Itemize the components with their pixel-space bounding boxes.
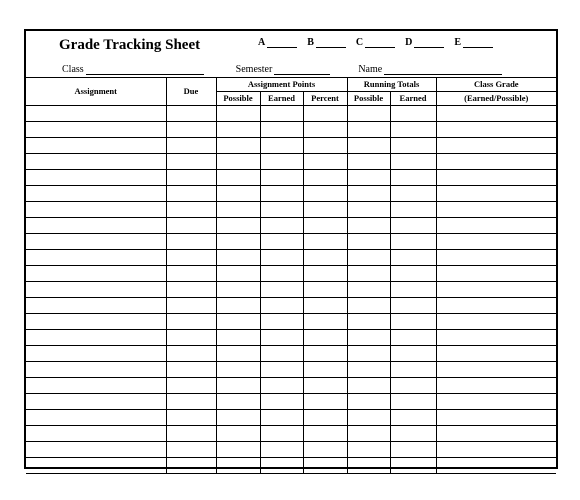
table-row [26,298,556,314]
possible-cell[interactable] [216,170,260,186]
table-row [26,458,556,474]
class-grade-cell[interactable] [436,362,556,378]
table-row [26,362,556,378]
percent-cell[interactable] [303,282,347,298]
rt-possible-cell[interactable] [347,170,390,186]
assignment-cell[interactable] [26,410,166,426]
percent-cell[interactable] [303,458,347,474]
class-grade-cell[interactable] [436,122,556,138]
percent-cell[interactable] [303,362,347,378]
due-cell[interactable] [166,122,216,138]
table-row [26,426,556,442]
class-grade-cell[interactable] [436,202,556,218]
due-cell[interactable] [166,410,216,426]
due-cell[interactable] [166,154,216,170]
possible-cell[interactable] [216,458,260,474]
semester-input[interactable] [274,63,330,75]
table-row [26,266,556,282]
rt-possible-cell[interactable] [347,186,390,202]
rt-earned-cell[interactable] [390,330,436,346]
earned-cell[interactable] [260,154,303,170]
grade-letter: B [307,37,314,48]
rt-possible-cell[interactable] [347,154,390,170]
rt-earned-cell[interactable] [390,122,436,138]
assignment-cell[interactable] [26,186,166,202]
possible-cell[interactable] [216,362,260,378]
class-field [62,63,204,75]
earned-header: Earned [260,92,303,106]
assignment-cell[interactable] [26,250,166,266]
class-grade-cell[interactable] [436,154,556,170]
possible-cell[interactable] [216,186,260,202]
rt-possible-cell[interactable] [347,410,390,426]
earned-cell[interactable] [260,330,303,346]
assignment-cell[interactable] [26,314,166,330]
due-cell[interactable] [166,394,216,410]
table-row [26,186,556,202]
rt-earned-cell[interactable] [390,378,436,394]
table-row [26,378,556,394]
assignment-cell[interactable] [26,394,166,410]
table-row [26,442,556,458]
rt-possible-cell[interactable] [347,362,390,378]
class-grade-cell[interactable] [436,282,556,298]
possible-cell[interactable] [216,426,260,442]
rt-possible-cell[interactable] [347,378,390,394]
class-grade-cell[interactable] [436,426,556,442]
rt-possible-cell[interactable] [347,314,390,330]
percent-cell[interactable] [303,394,347,410]
possible-cell[interactable] [216,330,260,346]
class-grade-cell[interactable] [436,410,556,426]
grade-table-body [26,106,556,474]
class-grade-cell[interactable] [436,298,556,314]
rt-earned-cell[interactable] [390,138,436,154]
rt-possible-cell[interactable] [347,394,390,410]
rt-possible-cell[interactable] [347,442,390,458]
rt-earned-cell[interactable] [390,394,436,410]
name-input[interactable] [384,63,502,75]
grade-blank[interactable] [365,36,395,48]
running-totals-header: Running Totals [347,78,436,92]
earned-cell[interactable] [260,362,303,378]
rt-possible-cell[interactable] [347,266,390,282]
grade-letter: A [258,37,266,48]
rt-earned-cell[interactable] [390,154,436,170]
earned-cell[interactable] [260,442,303,458]
rt-earned-cell[interactable] [390,442,436,458]
assignment-cell[interactable] [26,202,166,218]
percent-cell[interactable] [303,234,347,250]
percent-cell[interactable] [303,346,347,362]
header-fields [62,63,502,75]
rt-possible-header: Possible [347,92,390,106]
rt-possible-cell[interactable] [347,106,390,122]
due-cell[interactable] [166,250,216,266]
earned-cell[interactable] [260,394,303,410]
assignment-cell[interactable] [26,218,166,234]
rt-earned-cell[interactable] [390,362,436,378]
table-row [26,394,556,410]
grade-scale [258,36,503,48]
percent-header: Percent [303,92,347,106]
assignment-points-header: Assignment Points [216,78,347,92]
percent-cell[interactable] [303,330,347,346]
percent-cell[interactable] [303,106,347,122]
class-grade-cell[interactable] [436,330,556,346]
assignment-cell[interactable] [26,362,166,378]
assignment-cell[interactable] [26,346,166,362]
due-header: Due [166,78,216,106]
percent-cell[interactable] [303,250,347,266]
percent-cell[interactable] [303,170,347,186]
percent-cell[interactable] [303,202,347,218]
earned-cell[interactable] [260,266,303,282]
rt-earned-cell[interactable] [390,218,436,234]
class-grade-cell[interactable] [436,218,556,234]
assignment-cell[interactable] [26,282,166,298]
table-row [26,170,556,186]
rt-earned-cell[interactable] [390,250,436,266]
assignment-cell[interactable] [26,458,166,474]
table-row [26,346,556,362]
possible-cell[interactable] [216,250,260,266]
possible-cell[interactable] [216,314,260,330]
due-cell[interactable] [166,218,216,234]
grade-letter: D [405,37,413,48]
semester-field [236,63,331,75]
earned-cell[interactable] [260,234,303,250]
assignment-cell[interactable] [26,122,166,138]
assignment-cell[interactable] [26,426,166,442]
class-grade-cell[interactable] [436,266,556,282]
due-cell[interactable] [166,138,216,154]
rt-possible-cell[interactable] [347,250,390,266]
class-grade-cell[interactable] [436,106,556,122]
rt-earned-cell[interactable] [390,202,436,218]
assignment-cell[interactable] [26,170,166,186]
table-row [26,314,556,330]
class-grade-cell[interactable] [436,170,556,186]
class-input[interactable] [86,63,204,75]
possible-cell[interactable] [216,442,260,458]
due-cell[interactable] [166,458,216,474]
class-grade-cell[interactable] [436,378,556,394]
percent-cell[interactable] [303,410,347,426]
assignment-cell[interactable] [26,234,166,250]
percent-cell[interactable] [303,298,347,314]
percent-cell[interactable] [303,426,347,442]
rt-earned-header: Earned [390,92,436,106]
class-grade-cell[interactable] [436,314,556,330]
grade-blank[interactable] [414,36,444,48]
percent-cell[interactable] [303,378,347,394]
possible-cell[interactable] [216,106,260,122]
name-field [358,63,502,75]
earned-cell[interactable] [260,378,303,394]
grade-scale-d [405,36,444,48]
assignment-cell[interactable] [26,106,166,122]
rt-possible-cell[interactable] [347,234,390,250]
table-row [26,330,556,346]
percent-cell[interactable] [303,266,347,282]
table-row [26,282,556,298]
percent-cell[interactable] [303,122,347,138]
percent-cell[interactable] [303,154,347,170]
assignment-cell[interactable] [26,298,166,314]
possible-cell[interactable] [216,202,260,218]
table-row [26,138,556,154]
possible-cell[interactable] [216,394,260,410]
rt-possible-cell[interactable] [347,298,390,314]
class-grade-cell[interactable] [436,138,556,154]
rt-earned-cell[interactable] [390,282,436,298]
earned-cell[interactable] [260,106,303,122]
table-row [26,218,556,234]
percent-cell[interactable] [303,218,347,234]
class-grade-cell[interactable] [436,346,556,362]
possible-cell[interactable] [216,138,260,154]
class-grade-cell[interactable] [436,458,556,474]
rt-earned-cell[interactable] [390,346,436,362]
grade-blank[interactable] [267,36,297,48]
rt-possible-cell[interactable] [347,458,390,474]
due-cell[interactable] [166,106,216,122]
possible-cell[interactable] [216,218,260,234]
rt-earned-cell[interactable] [390,170,436,186]
percent-cell[interactable] [303,138,347,154]
rt-possible-cell[interactable] [347,218,390,234]
rt-possible-cell[interactable] [347,426,390,442]
class-label: Class [62,64,84,75]
rt-earned-cell[interactable] [390,314,436,330]
due-cell[interactable] [166,234,216,250]
name-label: Name [358,64,383,75]
possible-cell[interactable] [216,234,260,250]
due-cell[interactable] [166,314,216,330]
rt-earned-cell[interactable] [390,458,436,474]
due-cell[interactable] [166,170,216,186]
table-row [26,234,556,250]
earned-cell[interactable] [260,298,303,314]
earned-cell[interactable] [260,426,303,442]
earned-cell[interactable] [260,282,303,298]
earned-cell[interactable] [260,346,303,362]
due-cell[interactable] [166,362,216,378]
class-grade-cell[interactable] [436,234,556,250]
rt-possible-cell[interactable] [347,202,390,218]
due-cell[interactable] [166,298,216,314]
assignment-cell[interactable] [26,266,166,282]
possible-cell[interactable] [216,298,260,314]
earned-cell[interactable] [260,186,303,202]
grade-letter: E [454,37,462,48]
class-grade-cell[interactable] [436,442,556,458]
grade-scale-a [258,36,297,48]
percent-cell[interactable] [303,186,347,202]
earned-cell[interactable] [260,314,303,330]
class-grade-cell[interactable] [436,394,556,410]
possible-cell[interactable] [216,122,260,138]
class-grade-cell[interactable] [436,250,556,266]
rt-possible-cell[interactable] [347,282,390,298]
class-grade-header: Class Grade [436,78,556,92]
due-cell[interactable] [166,378,216,394]
grade-blank[interactable] [316,36,346,48]
due-cell[interactable] [166,202,216,218]
sheet-title: Grade Tracking Sheet [59,37,201,53]
assignment-cell[interactable] [26,138,166,154]
possible-cell[interactable] [216,410,260,426]
grade-letter: C [355,37,364,48]
grade-tracking-sheet [24,29,558,469]
due-cell[interactable] [166,282,216,298]
earned-cell[interactable] [260,250,303,266]
percent-cell[interactable] [303,314,347,330]
assignment-cell[interactable] [26,154,166,170]
table-row [26,106,556,122]
grade-scale-c [356,36,395,48]
assignment-header: Assignment [26,78,166,106]
earned-cell[interactable] [260,138,303,154]
due-cell[interactable] [166,442,216,458]
possible-cell[interactable] [216,378,260,394]
earned-cell[interactable] [260,218,303,234]
due-cell[interactable] [166,266,216,282]
assignment-cell[interactable] [26,378,166,394]
earned-cell[interactable] [260,458,303,474]
semester-label: Semester [235,64,273,75]
grade-blank[interactable] [463,36,493,48]
possible-cell[interactable] [216,346,260,362]
earned-cell[interactable] [260,410,303,426]
rt-earned-cell[interactable] [390,266,436,282]
rt-earned-cell[interactable] [390,410,436,426]
rt-possible-cell[interactable] [347,330,390,346]
due-cell[interactable] [166,346,216,362]
table-row [26,202,556,218]
table-row [26,250,556,266]
rt-earned-cell[interactable] [390,426,436,442]
possible-cell[interactable] [216,282,260,298]
table-row [26,154,556,170]
earned-cell[interactable] [260,170,303,186]
table-row [26,122,556,138]
table-row [26,410,556,426]
possible-cell[interactable] [216,154,260,170]
possible-header: Possible [216,92,260,106]
percent-cell[interactable] [303,442,347,458]
rt-possible-cell[interactable] [347,346,390,362]
rt-possible-cell[interactable] [347,122,390,138]
grade-scale-b [307,36,346,48]
grade-table [26,77,556,474]
rt-earned-cell[interactable] [390,186,436,202]
due-cell[interactable] [166,186,216,202]
grade-table-wrap [26,77,556,474]
due-cell[interactable] [166,426,216,442]
rt-earned-cell[interactable] [390,234,436,250]
earned-cell[interactable] [260,202,303,218]
grade-scale-e [454,36,493,48]
earned-possible-header: (Earned/Possible) [436,92,556,106]
rt-earned-cell[interactable] [390,106,436,122]
rt-earned-cell[interactable] [390,298,436,314]
earned-cell[interactable] [260,122,303,138]
due-cell[interactable] [166,330,216,346]
assignment-cell[interactable] [26,442,166,458]
rt-possible-cell[interactable] [347,138,390,154]
class-grade-cell[interactable] [436,186,556,202]
possible-cell[interactable] [216,266,260,282]
assignment-cell[interactable] [26,330,166,346]
